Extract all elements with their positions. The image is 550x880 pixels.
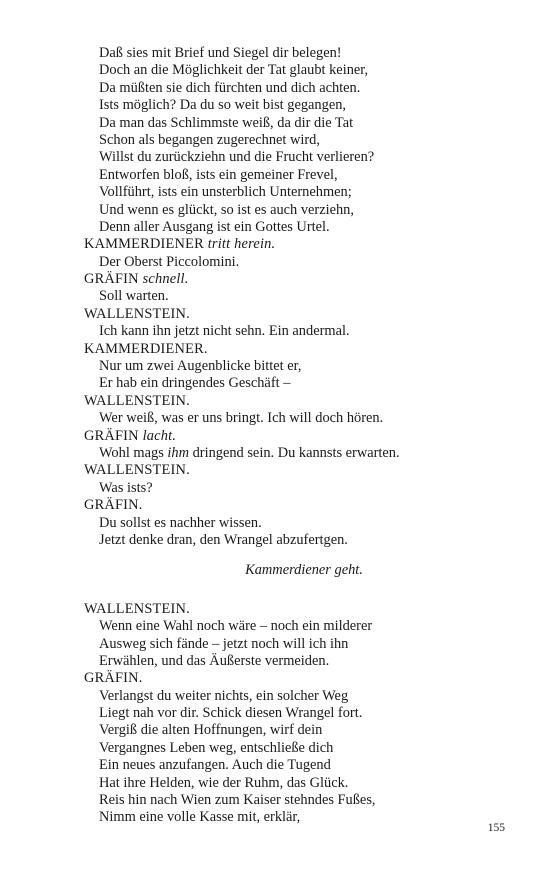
page-number: 155 <box>487 822 505 834</box>
speaker-heading <box>84 236 524 253</box>
speaker-name: WALLENSTEIN. <box>84 305 190 322</box>
verse-line: Willst du zurückziehn und die Frucht verlieren? <box>99 149 375 166</box>
speaker-name: WALLENSTEIN. <box>84 600 190 617</box>
stage-direction: lacht. <box>142 427 177 444</box>
verse-line: Reis hin nach Wien zum Kaiser stehndes Fußes, <box>99 792 376 809</box>
verse-line: Schon als begangen zugerechnet wird, <box>99 131 320 148</box>
speaker-heading <box>84 462 524 479</box>
verse-segment: Wohl mags <box>99 444 168 461</box>
speaker-heading <box>84 428 524 445</box>
speaker-name: GRÄFIN <box>84 271 139 288</box>
verse-line: Hat ihre Helden, wie der Ruhm, das Glück. <box>99 774 349 791</box>
verse-line: Da müßten sie dich fürchten und dich achten. <box>99 79 361 96</box>
speaker-heading <box>84 271 524 288</box>
verse-line: Der Oberst Piccolomini. <box>99 253 240 270</box>
speaker-heading <box>84 670 524 687</box>
verse-line: Denn aller Ausgang ist ein Gottes Urtel. <box>99 218 330 235</box>
verse-line: Vergiß die alten Hoffnungen, wirf dein <box>99 722 323 739</box>
verse-line: Daß sies mit Brief und Siegel dir belegen! <box>99 45 342 61</box>
emphasized-word: ihm <box>167 444 189 461</box>
speaker-heading <box>84 306 524 323</box>
verse-line <box>84 445 524 462</box>
verse-line: Erwählen, und das Äußerste vermeiden. <box>99 652 330 669</box>
verse-line: Liegt nah vor dir. Schick diesen Wrangel fort. <box>99 705 363 722</box>
verse-line: Doch an die Möglichkeit der Tat glaubt keiner, <box>99 62 369 79</box>
verse-line: Vergangnes Leben weg, entschließe dich <box>99 739 334 756</box>
speaker-name: KAMMERDIENER <box>84 236 204 253</box>
verse-line: Er hab ein dringendes Geschäft – <box>99 375 291 392</box>
speaker-name: KAMMERDIENER. <box>84 340 208 357</box>
speaker-name: GRÄFIN <box>84 427 139 444</box>
stage-direction: tritt herein. <box>207 236 276 253</box>
speaker-name: WALLENSTEIN. <box>84 462 190 479</box>
speaker-heading <box>84 341 524 358</box>
verse-line: Ists möglich? Da du so weit bist gegangen, <box>99 97 346 114</box>
verse-line: Nimm eine volle Kasse mit, erklär, <box>99 809 301 826</box>
verse-segment: dringend sein. Du kannsts erwarten. <box>188 444 400 461</box>
verse-line: Vollführt, ists ein unsterblich Unternehmen; <box>99 184 352 201</box>
speaker-heading <box>84 497 524 514</box>
verse-line: Da man das Schlimmste weiß, da dir die Tat <box>99 114 354 131</box>
verse-line: Wenn eine Wahl noch wäre – noch ein milderer <box>99 618 373 635</box>
verse-line: Nur um zwei Augenblicke bittet er, <box>99 358 302 375</box>
speaker-name: GRÄFIN. <box>84 670 143 687</box>
stage-direction: schnell. <box>142 271 189 288</box>
verse-line: Ein neues anzufangen. Auch die Tugend <box>99 757 331 774</box>
play-text <box>84 45 524 827</box>
verse-line: Verlangst du weiter nichts, ein solcher Weg <box>99 687 349 704</box>
verse-line: Was ists? <box>99 479 153 496</box>
speaker-name: WALLENSTEIN. <box>84 392 190 409</box>
verse-line: Soll warten. <box>99 288 169 305</box>
speaker-heading <box>84 601 524 618</box>
speaker-heading <box>84 393 524 410</box>
verse-line: Jetzt denke dran, den Wrangel abzufertgen. <box>99 531 348 548</box>
stage-direction-centered: Kammerdiener geht. <box>245 562 363 579</box>
verse-line: Ausweg sich fände – jetzt noch will ich ihn <box>99 635 349 652</box>
verse-line: Wer weiß, was er uns bringt. Ich will doch hören. <box>99 410 384 427</box>
speaker-name: GRÄFIN. <box>84 497 143 514</box>
verse-line: Du sollst es nachher wissen. <box>99 514 262 531</box>
verse-line: Und wenn es glückt, so ist es auch verziehn, <box>99 201 354 218</box>
verse-line: Entworfen bloß, ists ein gemeiner Frevel, <box>99 166 338 183</box>
verse-line: Ich kann ihn jetzt nicht sehn. Ein andermal. <box>99 323 350 340</box>
